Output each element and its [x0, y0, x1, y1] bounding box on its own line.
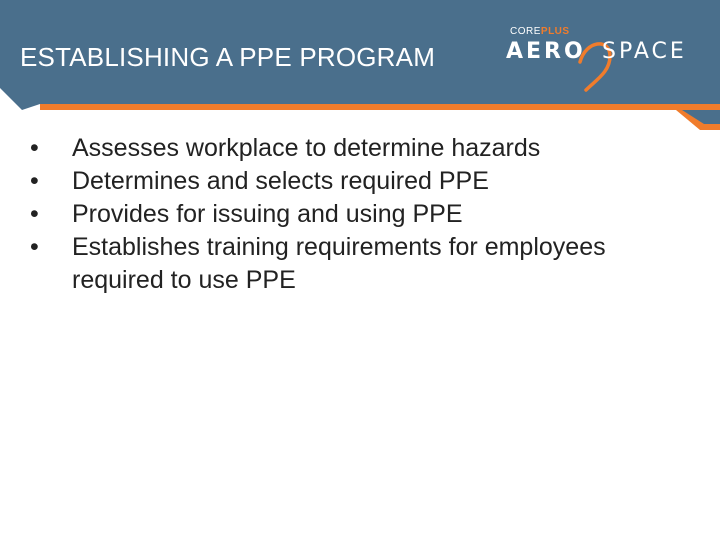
bullet-marker: • [30, 200, 39, 228]
logo-core-text: CORE [510, 26, 541, 37]
logo-aero-text: AERO [506, 39, 586, 64]
logo-plus-text: PLUS [540, 26, 570, 37]
bullet-marker: • [30, 134, 39, 162]
bullet-text: Assesses workplace to determine hazards [72, 134, 541, 162]
bullet-text: Provides for issuing and using PPE [72, 200, 463, 228]
coreplus-aerospace-logo [506, 24, 706, 94]
logo-space-text: SPACE [602, 39, 687, 64]
slide-title: ESTABLISHING A PPE PROGRAM [20, 42, 436, 72]
bullet-text: Establishes training requirements for employees required to use PPE [72, 233, 606, 294]
bullet-marker: • [30, 233, 39, 261]
bullet-item [30, 165, 690, 198]
bullet-marker: • [30, 167, 39, 195]
bullet-text: Determines and selects required PPE [72, 167, 489, 195]
bullet-item [30, 198, 690, 231]
bullet-item [30, 231, 690, 297]
bullet-list [30, 132, 690, 297]
header-orange-stripe [40, 104, 720, 110]
bullet-item [30, 132, 690, 165]
logo-tagline [510, 26, 570, 37]
